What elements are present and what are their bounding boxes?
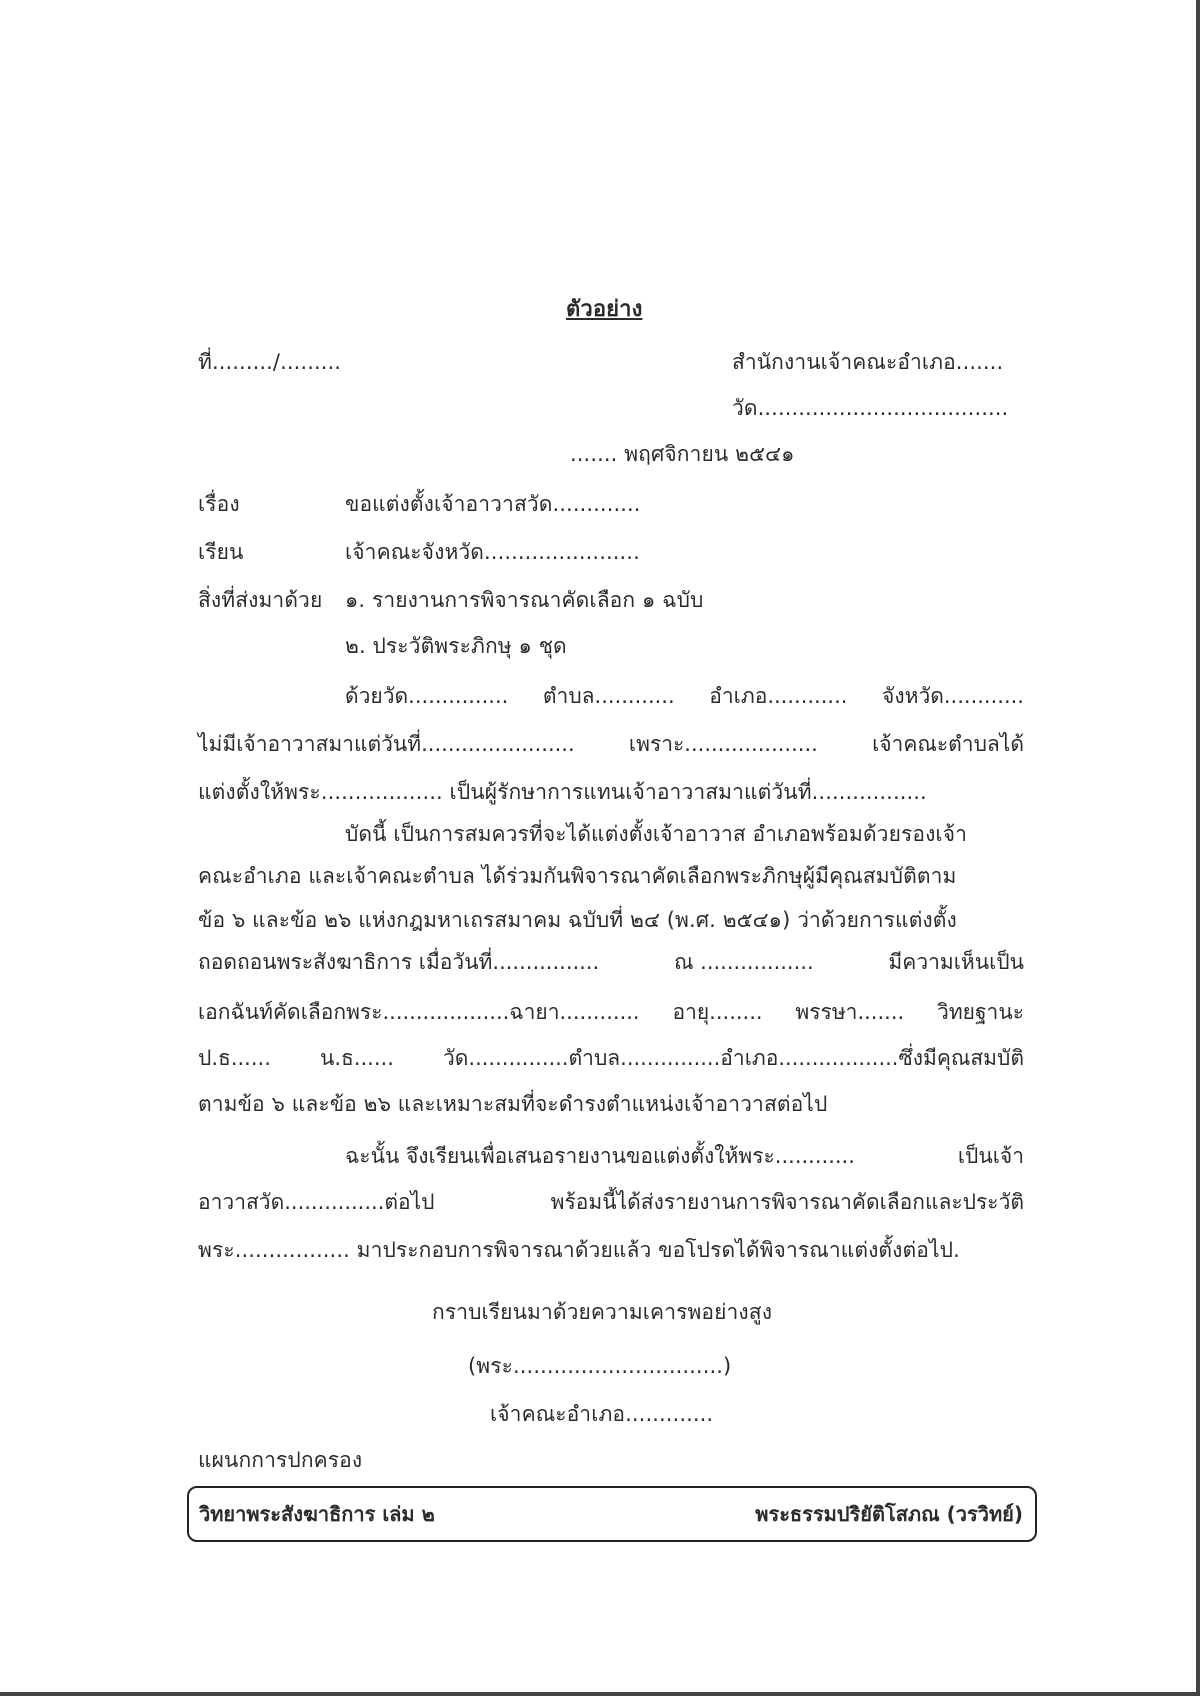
document-title: ตัวอย่าง [566,297,643,322]
footer-author: พระธรรมปริยัติโสภณ (วรวิทย์) [755,1502,1023,1526]
paragraph-2-line-5: เอกฉันท์คัดเลือกพระ...................ฉายา............ อายุ........ พรรษา....... วิทยฐานะ [198,1000,1024,1024]
paragraph-1-line-2: ไม่มีเจ้าอาวาสมาแต่วันที่....................... เพราะ.................... เจ้าคณะตำบลได้ [198,732,1024,756]
paragraph-2-line-7: ตามข้อ ๖ และข้อ ๒๖ และเหมาะสมที่จะดำรงตำแหน่งเจ้าอาวาสต่อไป [198,1092,828,1116]
signature-line: (พระ...............................) [468,1354,732,1378]
recipient-label: เรียน [198,540,244,564]
paragraph-1-line-1: ด้วยวัด............... ตำบล............ อำเภอ............ จังหวัด............ [345,684,1024,708]
reference-number: ที่........./......... [198,350,342,374]
enclosure-item-1: ๑. รายงานการพิจารณาคัดเลือก ๑ ฉบับ [345,588,704,612]
paragraph-1-line-3: แต่งตั้งให้พระ.................. เป็นผู้รักษาการแทนเจ้าอาวาสมาแต่วันที่................. [198,780,927,804]
office-name: สำนักงานเจ้าคณะอำเภอ....... [732,350,1004,374]
paragraph-2-line-6: ป.ธ...... น.ธ...... วัด...............ตำบล...............อำเภอ..................ซึ่งมีคุณสมบัติ [198,1046,1024,1070]
subject-text: ขอแต่งตั้งเจ้าอาวาสวัด............. [345,492,641,516]
recipient-text: เจ้าคณะจังหวัด....................... [345,540,640,564]
paragraph-2-line-1: บัดนี้ เป็นการสมควรที่จะได้แต่งตั้งเจ้าอาวาส อำเภอพร้อมด้วยรองเจ้า [345,822,967,846]
footer-box [187,1486,1037,1542]
closing-salutation: กราบเรียนมาด้วยความเคารพอย่างสูง [432,1300,773,1324]
page-edge-bottom [0,1692,1200,1696]
page-edge-right [1196,0,1200,1696]
department-name: แผนกการปกครอง [198,1448,363,1472]
enclosure-label: สิ่งที่ส่งมาด้วย [198,588,323,612]
signer-title: เจ้าคณะอำเภอ............. [490,1402,714,1426]
document-date: ....... พฤศจิกายน ๒๕๔๑ [570,442,795,466]
paragraph-3-line-3: พระ................. มาประกอบการพิจารณาด้วยแล้ว ขอโปรดได้พิจารณาแต่งตั้งต่อไป. [198,1238,960,1262]
temple-line: วัด..................................... [732,396,1009,420]
subject-label: เรื่อง [198,492,240,516]
paragraph-2-line-4: ถอดถอนพระสังฆาธิการ เมื่อวันที่................ ณ ................. มีความเห็นเป็น [198,950,1024,974]
paragraph-3-line-2: อาวาสวัด...............ต่อไป พร้อมนี้ได้ส่งรายงานการพิจารณาคัดเลือกและประวัติ [198,1190,1024,1214]
enclosure-item-2: ๒. ประวัติพระภิกษุ ๑ ชุด [345,634,567,658]
paragraph-2-line-3: ข้อ ๖ และข้อ ๒๖ แห่งกฎมหาเถรสมาคม ฉบับที่ ๒๔ (พ.ศ. ๒๕๔๑) ว่าด้วยการแต่งตั้ง [198,908,957,932]
footer-book-title: วิทยาพระสังฆาธิการ เล่ม ๒ [199,1502,435,1526]
paragraph-3-line-1: ฉะนั้น จึงเรียนเพื่อเสนอรายงานขอแต่งตั้งให้พระ............ เป็นเจ้า [345,1144,1024,1168]
paragraph-2-line-2: คณะอำเภอ และเจ้าคณะตำบล ได้ร่วมกันพิจารณาคัดเลือกพระภิกษุผู้มีคุณสมบัติตาม [198,864,957,888]
